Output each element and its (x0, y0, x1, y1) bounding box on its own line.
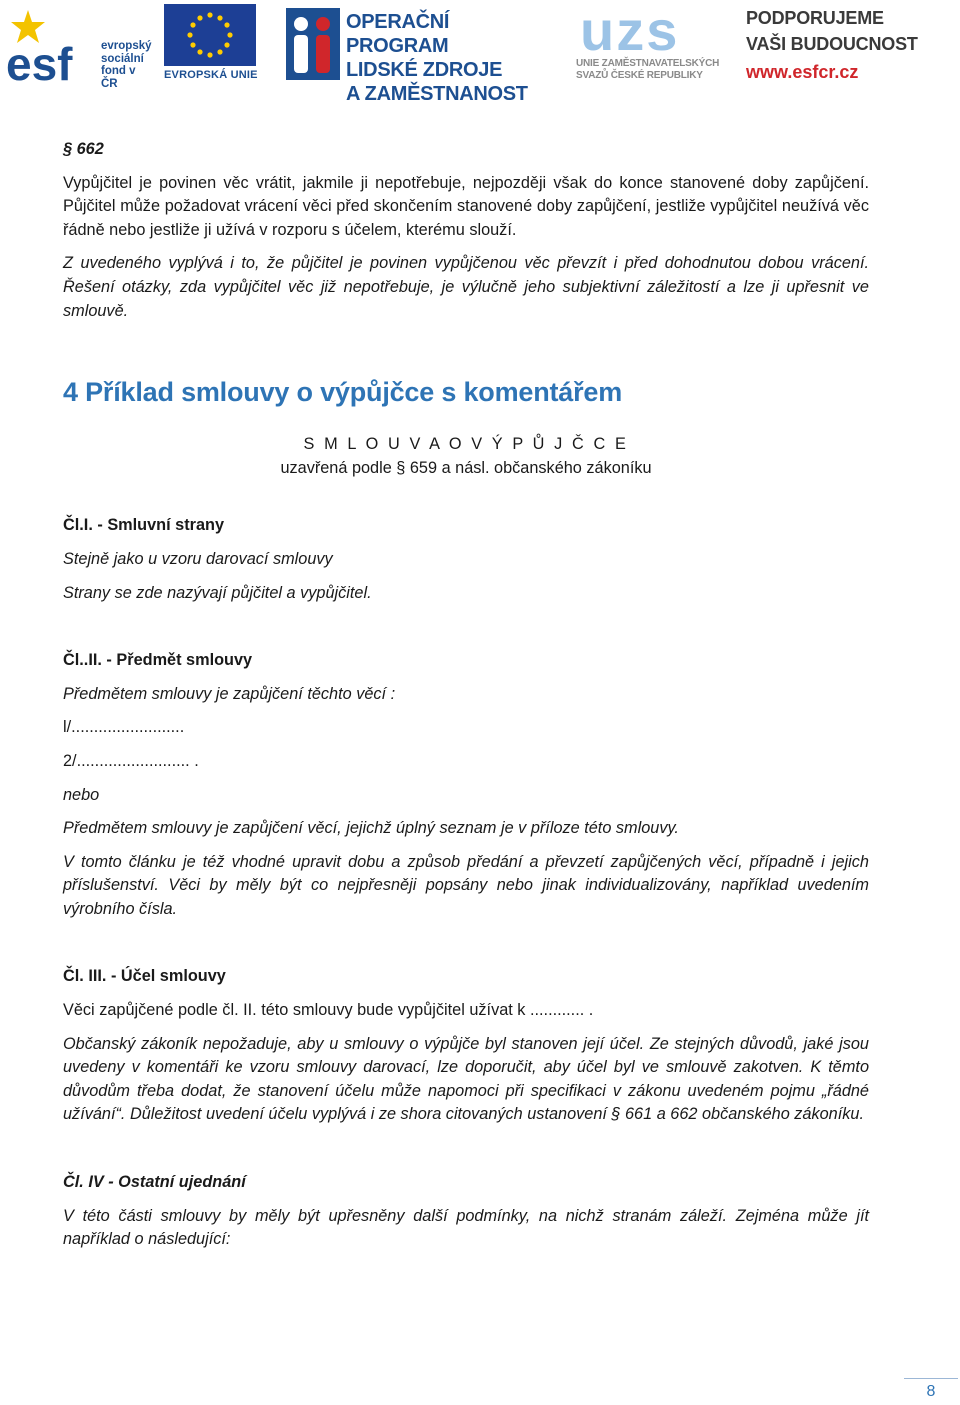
paragraph-comment: Z uvedeného vyplývá i to, že půjčitel je povinen vypůjčenou věc převzít i před dohodnutou dobou vrácení. Řešení otázky, zda vypůjčitel věc již nepotřebuje, je výlučně jeho subjektivní záležitostí a lze ji upřesnit ve smlouvě. (63, 254, 869, 320)
section-heading-662: § 662 (63, 140, 104, 158)
slogan-line-2: VAŠI BUDOUCNOST (746, 34, 918, 54)
contract-subtitle: uzavřená podle § 659 a násl. občanského zákoníku (280, 458, 652, 477)
contract-title: S M L O U V A O V Ý P Ů J Č C E (303, 435, 629, 454)
esf-subtitle: evropský sociální fond v ČR (101, 40, 152, 90)
eu-logo (164, 4, 256, 84)
paragraph-comment: V této části smlouvy by měly být upřesněny další podmínky, na nichž stranám záleží. Zejména může jít například o následující: (63, 1206, 869, 1249)
paragraph-comment: Předmětem smlouvy je zapůjčení věcí, jejichž úplný seznam je v příloze této smlouvy. (63, 819, 679, 838)
article-title: Čl. IV - Ostatní ujednání (63, 1173, 246, 1192)
chapter-heading: 4 Příklad smlouvy o výpůjčce s komentářem (63, 377, 623, 408)
article-title: Čl.I. - Smluvní strany (63, 516, 225, 535)
paragraph-comment: Občanský zákoník nepožaduje, aby u smlouvy o výpůjče byl stanoven její účel. Ze stejných důvodů, jaké jsou uvedeny v komentáři ke vzoru smlouvy darovací, lze doporučit, aby účel byl ve smlouvě zakotven. K těmto důvodům třeba dodat, že stanovení účelu může napomoci při specifikaci v zákonu uvedeném pojmu „řádné užívání“. Důležitost uvedení účelu vyplývá i ze shora citovaných ustanovení § 661 a 662 občanského zákoníku. (63, 1034, 869, 1124)
op-title: OPERAČNÍ PROGRAM LIDSKÉ ZDROJE A ZAMĚSTNANOST (346, 11, 528, 105)
op-logo (286, 4, 556, 105)
header-banner (0, 0, 960, 105)
eu-flag-icon (164, 4, 256, 66)
people-icon (286, 4, 340, 82)
list-item: 2/......................... . (63, 751, 199, 770)
page-number-rule (904, 1378, 958, 1379)
paragraph-comment: Strany se zde nazývají půjčitel a vypůjčitel. (63, 583, 372, 602)
document-body (63, 138, 869, 1252)
page-number: 8 (926, 1383, 936, 1400)
esf-letters-text: esf (6, 38, 73, 84)
paragraph-comment: Předmětem smlouvy je zapůjčení těchto věcí : (63, 684, 396, 703)
esf-logo (4, 6, 154, 90)
paragraph-comment: nebo (63, 785, 100, 804)
uzs-logo-mark (578, 4, 718, 54)
paragraph-comment: V tomto článku je též vhodné upravit dobu a způsob předání a převzetí zapůjčených věcí, případně i jejich příslušenství. Věci by měly být co nejpřesněji popsány nebo jinak individualizovány, například uvedením výrobního čísla. (63, 852, 869, 918)
paragraph-comment: Stejně jako u vzoru darovací smlouvy (63, 549, 333, 568)
uzs-subtitle: UNIE ZAMĚSTNAVATELSKÝCH SVAZŮ ČESKÉ REPUBLIKY (576, 58, 720, 81)
list-item: l/......................... (63, 718, 185, 737)
uzs-logo (574, 4, 724, 86)
paragraph: Věci zapůjčené podle čl. II. této smlouvy bude vypůjčitel užívat k ............ . (63, 1001, 594, 1020)
article-title: Čl. III. - Účel smlouvy (63, 967, 226, 986)
paragraph: Vypůjčitel je povinen věc vrátit, jakmile ji nepotřebuje, nejpozději však do konce stanovené doby zapůjčení. Půjčitel může požadovat vrácení věci před skončením stanovené doby zapůjčení, jestliže vypůjčitel neužívá věc řádně nebo jestliže ji užívá v rozporu s účelem, kterému slouží. (63, 173, 869, 239)
uzs-letters: uzs (580, 4, 680, 54)
article-title: Čl..II. - Předmět smlouvy (63, 651, 253, 670)
esf-logo-mark (4, 6, 96, 84)
slogan-line-1: PODPORUJEME (746, 8, 884, 28)
slogan-url: www.esfcr.cz (746, 62, 859, 82)
support-slogan (746, 6, 946, 86)
eu-label: EVROPSKÁ UNIE (164, 69, 258, 81)
